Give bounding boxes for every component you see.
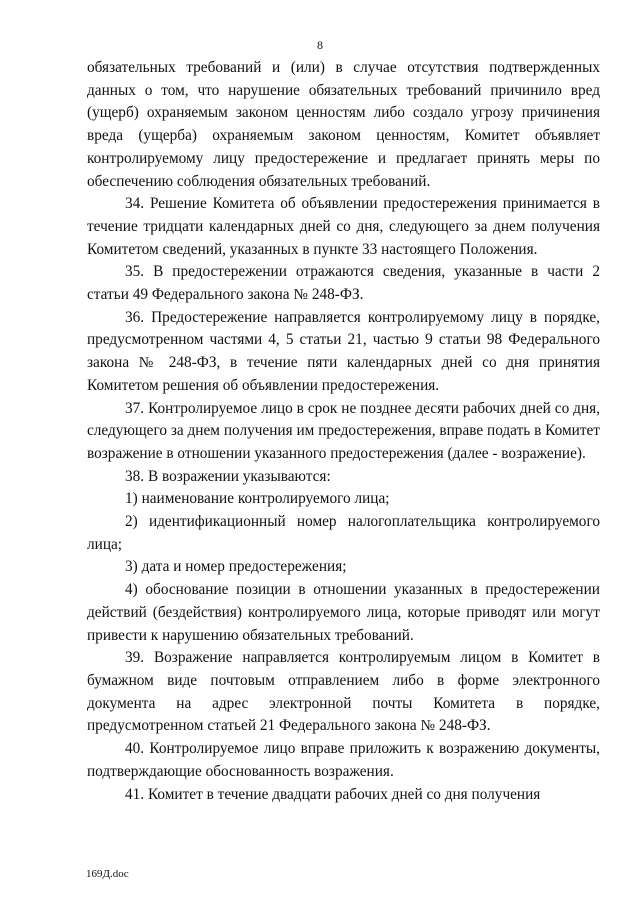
list-item-3: 3) дата и номер предостережения; [125,558,347,576]
paragraph-41: 41. Комитет в течение двадцати рабочих дней со дня получения [125,785,541,803]
paragraph-38: 38. В возражении указываются: [125,467,331,485]
paragraph-34: 34. Решение Комитета об объявлении предостережения принимается в течение тридцати календарных дней со дня, следующего за днем получения Комитетом сведений, указанных в пункте 33 настоящего Положения. [87,195,600,258]
paragraph-39: 39. Возражение направляется контролируемым лицом в Комитет в бумажном виде почтовым отправлением либо в форме электронного документа на адрес электронной почты Комитета в порядке, предусмотренном статьей 21 Федерального закона № 248-ФЗ. [87,649,600,735]
paragraph-37: 37. Контролируемое лицо в срок не позднее десяти рабочих дней со дня, следующего за днем получения им предостережения, вправе подать в Комитет возражение в отношении указанного предостережения (далее - возражение). [87,399,600,462]
paragraph-36: 36. Предостережение направляется контролируемому лицу в порядке, предусмотренном частями 4, 5 статьи 21, частью 9 статьи 98 Федерального закона № 248-ФЗ, в течение пяти календарных дней со дня принятия Комитетом решения об объявлении предостережения. [87,308,600,394]
document-body [87,57,600,806]
list-item-4: 4) обоснование позиции в отношении указанных в предостережении действий (бездействия) контролируемого лица, которые приводят или могут привести к нарушению обязательных требований. [87,581,600,644]
paragraph-35: 35. В предостережении отражаются сведения, указанные в части 2 статьи 49 Федерального закона № 248-ФЗ. [87,263,600,304]
paragraph-continuation: обязательных требований и (или) в случае отсутствия подтвержденных данных о том, что нарушение обязательных требований причинило вред (ущерб) охраняемым законом ценностям либо создало угрозу причинения вреда (ущерба) охраняемым законом ценностям, Комитет объявляет контролируемому лицу предостережение и предлагает принять меры по обеспечению соблюдения обязательных требований. [87,59,600,190]
page-number: 8 [317,38,323,52]
list-item-2: 2) идентификационный номер налогоплательщика контролируемого лица; [87,513,600,553]
list-item-1: 1) наименование контролируемого лица; [125,490,390,508]
file-name-footer: 169Д.doc [86,868,129,880]
paragraph-40: 40. Контролируемое лицо вправе приложить к возражению документы, подтверждающие обоснованность возражения. [87,740,600,780]
